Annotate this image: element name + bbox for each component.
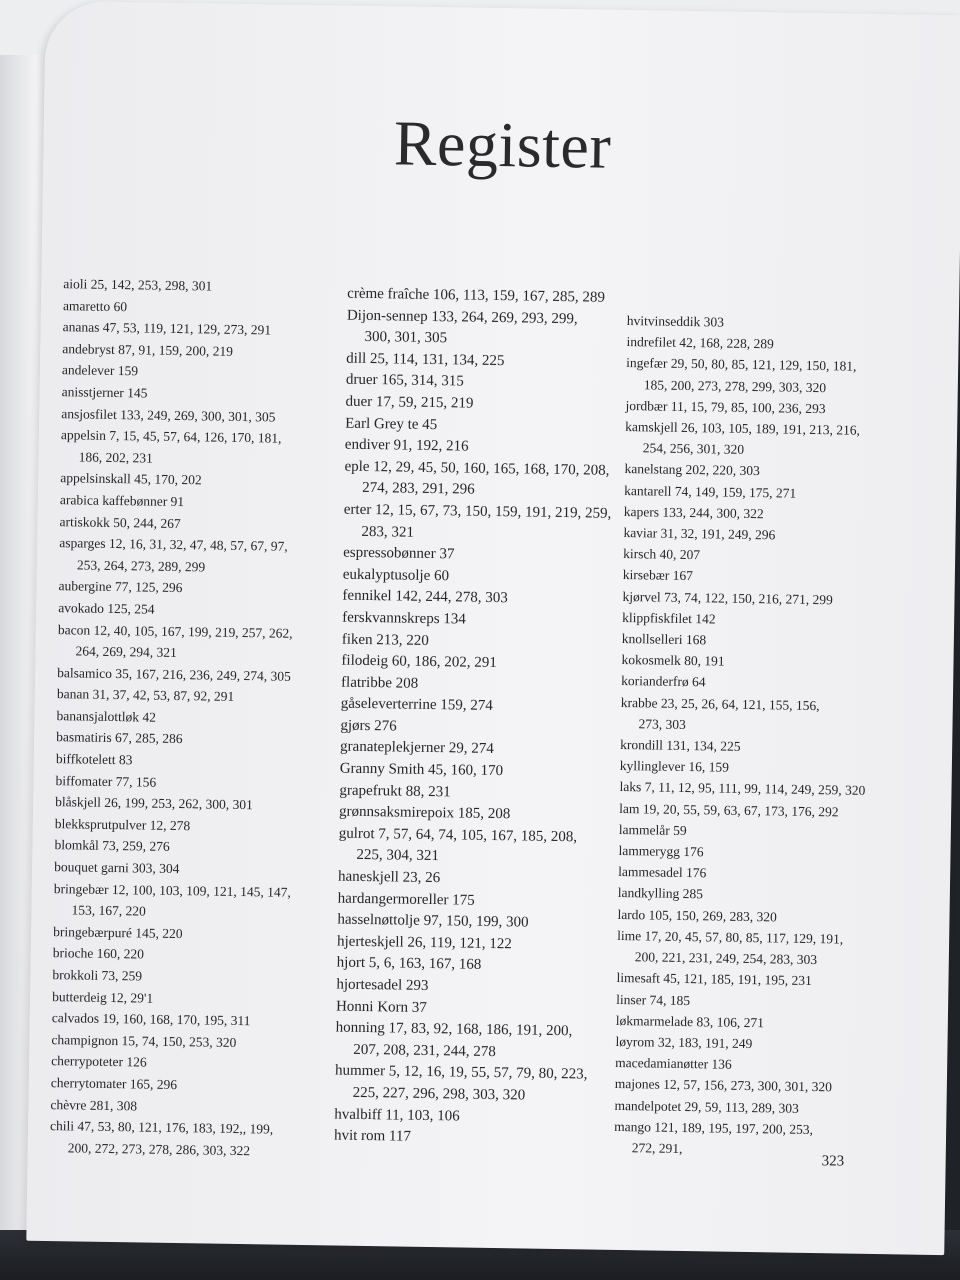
index-entry-text: granateplekjerner 29, 274	[339, 739, 494, 758]
index-entry	[338, 823, 607, 870]
index-entry-continuation: 273, 303	[638, 716, 686, 732]
index-entry-text: cherrytomater 165, 296	[50, 1075, 178, 1093]
index-entry	[625, 416, 901, 463]
index-entry-text: hjortesadel 293	[336, 976, 429, 994]
index-entry-text: krabbe 23, 25, 26, 64, 121, 155, 156,	[620, 694, 820, 713]
index-entry-text: hjerteskjell 26, 119, 121, 122	[336, 933, 513, 953]
index-entry-continuation: 225, 227, 296, 298, 303, 320	[352, 1084, 526, 1104]
index-entry-text: lardo 105, 150, 269, 283, 320	[617, 906, 777, 925]
index-entry-text: mandelpotet 29, 59, 113, 289, 303	[614, 1097, 799, 1116]
index-entry-text: druer 165, 314, 315	[345, 372, 464, 390]
index-entry-text: kantarell 74, 149, 159, 175, 271	[624, 482, 797, 501]
index-entry-text: Dijon-sennep 133, 264, 269, 293, 299,	[346, 307, 578, 327]
index-entry-continuation: 225, 304, 321	[356, 847, 440, 865]
index-entry	[614, 1116, 890, 1163]
index-entry	[343, 500, 612, 547]
index-entry-text: brioche 160, 220	[52, 945, 145, 962]
index-entry-text: filodeig 60, 186, 202, 291	[341, 652, 497, 672]
index-entry-text: bacon 12, 40, 105, 167, 199, 219, 257, 262,	[57, 621, 293, 641]
index-entry-text: biffomater 77, 156	[55, 772, 157, 790]
index-entry	[57, 619, 328, 666]
index-entry-text: Granny Smith 45, 160, 170	[339, 760, 504, 780]
index-entry-text: hjort 5, 6, 163, 167, 168	[336, 954, 482, 974]
index-entry-text: cherrypoteter 126	[51, 1053, 147, 1070]
index-entry-continuation: 300, 301, 305	[364, 329, 448, 347]
index-entry-text: honning 17, 83, 92, 168, 186, 191, 200,	[335, 1019, 573, 1040]
index-entry-text: brokkoli 73, 259	[52, 967, 143, 984]
index-entry-text: kjørvel 73, 74, 122, 150, 216, 271, 299	[622, 588, 833, 607]
index-entry-text: kanelstang 202, 220, 303	[624, 461, 760, 479]
index-entry-text: macedamianøtter 136	[615, 1055, 732, 1072]
index-entry-text: kirsebær 167	[622, 567, 694, 584]
index-entry-text: hardangermoreller 175	[337, 890, 475, 909]
index-entry	[626, 352, 902, 399]
index-entry-text: kokosmelk 80, 191	[621, 652, 725, 669]
index-entry-text: linser 74, 185	[616, 991, 691, 1008]
index-entry-text: appelsin 7, 15, 45, 57, 64, 126, 170, 181,	[60, 427, 282, 446]
index-entry-text: klippfiskfilet 142	[622, 609, 716, 627]
index-entry-text: løyrom 32, 183, 191, 249	[615, 1033, 753, 1051]
index-entry-text: espressobønner 37	[343, 544, 455, 563]
index-entry-text: biffkotelett 83	[55, 751, 133, 768]
index-entry	[344, 456, 613, 503]
index-entry-text: ingefær 29, 50, 80, 85, 121, 129, 150, 181,	[626, 355, 857, 375]
index-entry-text: ferskvannskreps 134	[342, 609, 466, 628]
index-entry-text: amaretto 60	[62, 297, 128, 314]
index-entry-text: dill 25, 114, 131, 134, 225	[346, 350, 505, 369]
index-entry-text: asparges 12, 16, 31, 32, 47, 48, 57, 67, 97,	[59, 535, 288, 554]
index-entry-text: hvitvinseddik 303	[626, 313, 725, 330]
index-entry-text: basmatiris 67, 285, 286	[56, 729, 183, 747]
index-entry-continuation: 153, 167, 220	[71, 902, 146, 919]
index-entry-text: hummer 5, 12, 16, 19, 55, 57, 79, 80, 223,	[334, 1062, 588, 1083]
index-entry-text: landkylling 285	[617, 885, 704, 902]
index-entry-text: kirsch 40, 207	[623, 546, 701, 563]
index-entry-text: andebryst 87, 91, 159, 200, 219	[62, 340, 234, 359]
index-entry-text: haneskjell 23, 26	[337, 868, 441, 887]
index-entry-text: kaviar 31, 32, 191, 249, 296	[623, 525, 776, 543]
index-entry-continuation: 272, 291,	[631, 1140, 683, 1156]
index-entry-text: kamskjell 26, 103, 105, 189, 191, 213, 216,	[625, 419, 861, 438]
index-entry-text: blåskjell 26, 199, 253, 262, 300, 301	[55, 794, 253, 813]
index-entry-text: endiver 91, 192, 216	[344, 436, 469, 455]
page-title: Register	[393, 107, 612, 182]
index-entry-text: majones 12, 57, 156, 273, 300, 301, 320	[614, 1076, 833, 1095]
index-entry	[50, 1115, 321, 1162]
index-entry-text: anisstjerner 145	[61, 384, 148, 401]
index-entry-continuation: 200, 221, 231, 249, 254, 283, 303	[634, 949, 818, 968]
index-entry-text: gjørs 276	[340, 717, 397, 735]
index-entry-text: jordbær 11, 15, 79, 85, 100, 236, 293	[625, 397, 826, 416]
index-entry-text: chili 47, 53, 80, 121, 176, 183, 192,, 199,	[50, 1118, 274, 1137]
index-entry-text: lammelår 59	[618, 821, 687, 838]
index-entry-text: eukalyptusolje 60	[342, 566, 450, 584]
index-entry-text: ansjosfilet 133, 249, 269, 300, 301, 305	[61, 405, 276, 425]
index-entry-continuation: 185, 200, 273, 278, 299, 303, 320	[643, 376, 827, 395]
index-entry-text: avokado 125, 254	[58, 600, 155, 617]
index-entry-text: ananas 47, 53, 119, 121, 129, 273, 291	[62, 319, 272, 338]
index-entry-text: calvados 19, 160, 168, 170, 195, 311	[51, 1010, 251, 1029]
index-entry-text: korianderfrø 64	[621, 673, 706, 690]
index-entry-text: eple 12, 29, 45, 50, 160, 165, 168, 170, 208,	[344, 458, 610, 479]
index-entry	[620, 692, 896, 739]
index-entry-text: arabica kaffebønner 91	[59, 492, 185, 510]
index-entry	[60, 424, 331, 471]
index-entry-text: bringebærpuré 145, 220	[53, 923, 183, 941]
index-entry-text: hvalbiff 11, 103, 106	[334, 1106, 460, 1125]
index-entry-text: lammesadel 176	[618, 864, 707, 881]
index-entry-text: appelsinskall 45, 170, 202	[60, 470, 202, 488]
book-page	[26, 1, 960, 1255]
index-entry-text: hvit rom 117	[333, 1127, 412, 1145]
index-entry-text: aioli 25, 142, 253, 298, 301	[63, 276, 213, 294]
index-entry-text: blomkål 73, 259, 276	[54, 837, 170, 855]
index-entry-text: grapefrukt 88, 231	[339, 782, 451, 800]
index-column-2	[334, 284, 616, 1152]
index-entry-text: blekksprutpulver 12, 278	[54, 815, 191, 834]
index-entry-text: knollselleri 168	[621, 631, 707, 648]
index-entry-text: krondill 131, 134, 225	[620, 737, 741, 754]
index-entry-text: gåseleverterrine 159, 274	[340, 695, 493, 715]
index-entry	[335, 1061, 604, 1108]
index-entry-text: hasselnøttolje 97, 150, 199, 300	[337, 911, 529, 931]
index-entry-text: artiskokk 50, 244, 267	[59, 513, 181, 531]
index-entry-text: laks 7, 11, 12, 95, 111, 99, 114, 249, 259, 320	[619, 779, 866, 799]
index-entry-text: gulrot 7, 57, 64, 74, 105, 167, 185, 208,	[338, 825, 578, 846]
index-entry-text: crème fraîche 106, 113, 159, 167, 285, 289	[347, 285, 606, 306]
index-entry-continuation: 274, 283, 291, 296	[362, 480, 475, 499]
index-entry	[53, 878, 324, 925]
index-entry-text: limesaft 45, 121, 185, 191, 195, 231	[616, 970, 812, 989]
index-entry-continuation: 253, 264, 273, 289, 299	[76, 557, 206, 575]
index-entry-text: Honni Korn 37	[335, 998, 427, 1016]
index-entry-text: banansjalottløk 42	[56, 708, 157, 725]
index-entry-text: chèvre 281, 308	[50, 1096, 138, 1113]
index-entry-text: mango 121, 189, 195, 197, 200, 253,	[614, 1118, 814, 1137]
index-entry-text: lammerygg 176	[618, 843, 704, 860]
index-entry-text: balsamico 35, 167, 216, 236, 249, 274, 305	[57, 664, 291, 684]
index-entry-text: champignon 15, 74, 150, 253, 320	[51, 1031, 237, 1050]
index-entry-text: flatribbe 208	[341, 674, 419, 692]
index-entry-text: butterdeig 12, 29'1	[52, 988, 154, 1006]
index-entry-text: kapers 133, 244, 300, 322	[623, 503, 764, 522]
index-entry-text: lime 17, 20, 45, 57, 80, 85, 117, 129, 191,	[617, 927, 844, 947]
index-entry	[335, 1018, 604, 1065]
index-entry-text: Earl Grey te 45	[345, 415, 438, 433]
index-entry-text: bringebær 12, 100, 103, 109, 121, 145, 147,	[53, 880, 291, 900]
index-entry	[617, 925, 893, 972]
index-column-1	[50, 273, 334, 1162]
index-entry-text: indrefilet 42, 168, 228, 289	[626, 334, 774, 352]
index-entry-text: erter 12, 15, 67, 73, 150, 159, 191, 219, 259,	[343, 501, 612, 522]
index-entry	[59, 532, 330, 579]
index-entry	[346, 305, 615, 352]
index-entry	[334, 1126, 602, 1152]
index-entry-text: aubergine 77, 125, 296	[58, 578, 183, 596]
index-entry-continuation: 207, 208, 231, 244, 278	[353, 1041, 496, 1060]
index-entry-text: banan 31, 37, 42, 53, 87, 92, 291	[56, 686, 235, 705]
index-entry-continuation: 283, 321	[361, 523, 415, 541]
index-entry-text: grønnsaksmirepoix 185, 208	[338, 803, 511, 823]
index-column-3	[614, 310, 902, 1162]
index-entry-text: andelever 159	[61, 362, 139, 379]
index-entry-text: lam 19, 20, 55, 59, 63, 67, 173, 176, 292	[619, 800, 839, 820]
index-entry-text: bouquet garni 303, 304	[54, 859, 180, 877]
index-entry-text: kyllinglever 16, 159	[619, 758, 730, 775]
index-entry-text: fiken 213, 220	[341, 631, 429, 649]
index-entry-continuation: 254, 256, 301, 320	[642, 440, 745, 458]
index-entry-text: duer 17, 59, 215, 219	[345, 393, 474, 412]
index-entry-text: fennikel 142, 244, 278, 303	[342, 587, 508, 607]
index-entry-continuation: 186, 202, 231	[78, 449, 153, 466]
index-entry-continuation: 264, 269, 294, 321	[75, 643, 177, 661]
index-entry-continuation: 200, 272, 273, 278, 286, 303, 322	[67, 1140, 251, 1158]
page-number: 323	[821, 1153, 845, 1170]
index-entry-text: løkmarmelade 83, 106, 271	[615, 1012, 765, 1030]
